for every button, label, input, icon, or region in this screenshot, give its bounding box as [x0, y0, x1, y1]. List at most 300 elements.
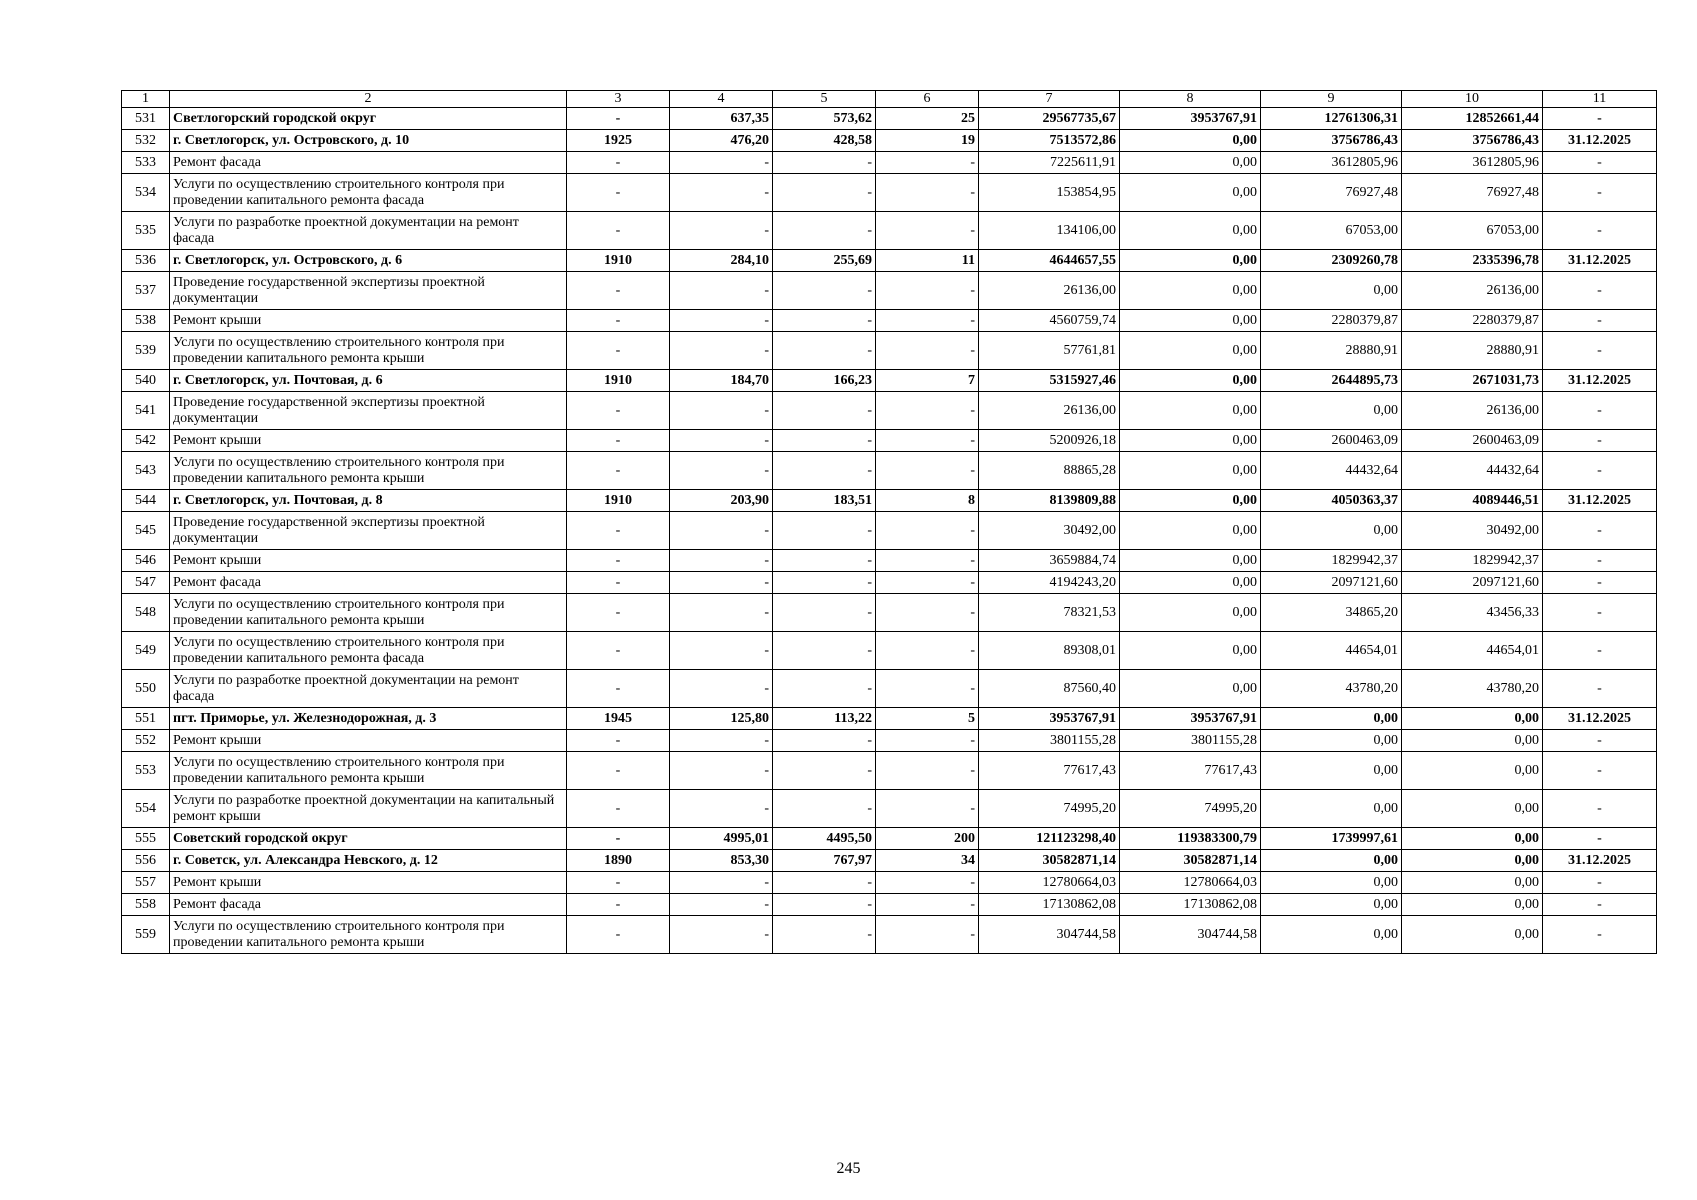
cell-col3: -: [567, 790, 670, 828]
column-header: 4: [670, 91, 773, 108]
cell-col4: -: [670, 752, 773, 790]
cell-col4: -: [670, 550, 773, 572]
cell-col10: 2671031,73: [1402, 370, 1543, 392]
cell-col10: 0,00: [1402, 708, 1543, 730]
cell-col8: 3801155,28: [1120, 730, 1261, 752]
cell-col9: 44432,64: [1261, 452, 1402, 490]
item-name: Ремонт фасада: [170, 894, 567, 916]
cell-col7: 29567735,67: [979, 108, 1120, 130]
item-name: Советский городской округ: [170, 828, 567, 850]
cell-col11: -: [1543, 332, 1657, 370]
cell-col7: 3659884,74: [979, 550, 1120, 572]
cell-col6: 200: [876, 828, 979, 850]
table-row: [122, 828, 1657, 850]
cell-col3: -: [567, 632, 670, 670]
cell-col6: -: [876, 752, 979, 790]
cell-col7: 89308,01: [979, 632, 1120, 670]
cell-col6: -: [876, 332, 979, 370]
cell-col9: 2097121,60: [1261, 572, 1402, 594]
cell-col8: 0,00: [1120, 594, 1261, 632]
row-number: 533: [122, 152, 170, 174]
item-name: Услуги по осуществлению строительного контроля при проведении капитального ремонта крыши: [170, 332, 567, 370]
cell-col5: -: [773, 572, 876, 594]
table-row: [122, 850, 1657, 872]
row-number: 541: [122, 392, 170, 430]
cell-col3: -: [567, 174, 670, 212]
cell-col3: -: [567, 332, 670, 370]
row-number: 542: [122, 430, 170, 452]
item-name: Услуги по осуществлению строительного контроля при проведении капитального ремонта крыши: [170, 752, 567, 790]
cell-col10: 2335396,78: [1402, 250, 1543, 272]
cell-col6: 8: [876, 490, 979, 512]
cell-col8: 17130862,08: [1120, 894, 1261, 916]
item-name: Услуги по осуществлению строительного контроля при проведении капитального ремонта крыши: [170, 594, 567, 632]
cell-col9: 1829942,37: [1261, 550, 1402, 572]
cell-col5: -: [773, 310, 876, 332]
cell-col9: 0,00: [1261, 512, 1402, 550]
cell-col10: 0,00: [1402, 894, 1543, 916]
cell-col11: -: [1543, 310, 1657, 332]
cell-col6: 19: [876, 130, 979, 152]
cell-col9: 44654,01: [1261, 632, 1402, 670]
cell-col8: 0,00: [1120, 174, 1261, 212]
cell-col5: -: [773, 594, 876, 632]
row-number: 556: [122, 850, 170, 872]
row-number: 534: [122, 174, 170, 212]
cell-col7: 3801155,28: [979, 730, 1120, 752]
column-header: 3: [567, 91, 670, 108]
cell-col3: -: [567, 430, 670, 452]
cell-col10: 28880,91: [1402, 332, 1543, 370]
cell-col7: 30582871,14: [979, 850, 1120, 872]
cell-col11: -: [1543, 572, 1657, 594]
cell-col11: 31.12.2025: [1543, 130, 1657, 152]
cell-col4: -: [670, 512, 773, 550]
cell-col6: -: [876, 452, 979, 490]
cell-col9: 3756786,43: [1261, 130, 1402, 152]
cell-col6: -: [876, 550, 979, 572]
item-name: Ремонт крыши: [170, 310, 567, 332]
cell-col4: -: [670, 452, 773, 490]
cell-col9: 0,00: [1261, 894, 1402, 916]
table-body: [122, 91, 1657, 954]
item-name: г. Светлогорск, ул. Островского, д. 6: [170, 250, 567, 272]
cell-col8: 3953767,91: [1120, 708, 1261, 730]
cell-col11: 31.12.2025: [1543, 370, 1657, 392]
cell-col3: -: [567, 872, 670, 894]
table-row: [122, 550, 1657, 572]
item-name: Ремонт крыши: [170, 730, 567, 752]
cell-col9: 2600463,09: [1261, 430, 1402, 452]
cell-col10: 76927,48: [1402, 174, 1543, 212]
cell-col4: 853,30: [670, 850, 773, 872]
cell-col8: 0,00: [1120, 550, 1261, 572]
cell-col10: 44432,64: [1402, 452, 1543, 490]
item-name: г. Светлогорск, ул. Почтовая, д. 8: [170, 490, 567, 512]
cell-col6: -: [876, 430, 979, 452]
cell-col9: 0,00: [1261, 708, 1402, 730]
row-number: 555: [122, 828, 170, 850]
cell-col11: 31.12.2025: [1543, 850, 1657, 872]
cell-col11: -: [1543, 430, 1657, 452]
table-row: [122, 594, 1657, 632]
cell-col6: -: [876, 594, 979, 632]
cell-col7: 78321,53: [979, 594, 1120, 632]
cell-col8: 0,00: [1120, 152, 1261, 174]
cell-col9: 2280379,87: [1261, 310, 1402, 332]
cell-col6: -: [876, 632, 979, 670]
row-number: 545: [122, 512, 170, 550]
cell-col3: -: [567, 894, 670, 916]
item-name: Услуги по разработке проектной документации на капитальный ремонт крыши: [170, 790, 567, 828]
cell-col9: 3612805,96: [1261, 152, 1402, 174]
cell-col7: 88865,28: [979, 452, 1120, 490]
cell-col3: 1910: [567, 370, 670, 392]
item-name: Ремонт крыши: [170, 872, 567, 894]
cell-col10: 1829942,37: [1402, 550, 1543, 572]
cell-col5: 255,69: [773, 250, 876, 272]
table-row: [122, 708, 1657, 730]
cell-col10: 0,00: [1402, 872, 1543, 894]
cell-col8: 0,00: [1120, 430, 1261, 452]
cell-col7: 5315927,46: [979, 370, 1120, 392]
cell-col4: 476,20: [670, 130, 773, 152]
cell-col5: -: [773, 730, 876, 752]
cell-col6: -: [876, 730, 979, 752]
item-name: Ремонт крыши: [170, 550, 567, 572]
table-row: [122, 894, 1657, 916]
cell-col10: 4089446,51: [1402, 490, 1543, 512]
table-row: [122, 174, 1657, 212]
column-header: 7: [979, 91, 1120, 108]
item-name: Услуги по осуществлению строительного контроля при проведении капитального ремонта фасада: [170, 632, 567, 670]
cell-col11: -: [1543, 730, 1657, 752]
cell-col9: 0,00: [1261, 752, 1402, 790]
cell-col3: -: [567, 310, 670, 332]
cell-col8: 0,00: [1120, 512, 1261, 550]
cell-col11: -: [1543, 828, 1657, 850]
cell-col5: 113,22: [773, 708, 876, 730]
column-header: 5: [773, 91, 876, 108]
cell-col7: 4644657,55: [979, 250, 1120, 272]
item-name: Услуги по разработке проектной документации на ремонт фасада: [170, 212, 567, 250]
cell-col7: 5200926,18: [979, 430, 1120, 452]
cell-col8: 0,00: [1120, 310, 1261, 332]
row-number: 553: [122, 752, 170, 790]
cell-col8: 0,00: [1120, 272, 1261, 310]
cell-col7: 87560,40: [979, 670, 1120, 708]
row-number: 544: [122, 490, 170, 512]
cell-col3: 1910: [567, 250, 670, 272]
cell-col5: 767,97: [773, 850, 876, 872]
item-name: Проведение государственной экспертизы проектной документации: [170, 272, 567, 310]
cell-col4: 637,35: [670, 108, 773, 130]
cell-col9: 0,00: [1261, 872, 1402, 894]
cell-col5: -: [773, 790, 876, 828]
cell-col9: 43780,20: [1261, 670, 1402, 708]
cell-col6: 34: [876, 850, 979, 872]
cell-col7: 304744,58: [979, 916, 1120, 954]
cell-col8: 0,00: [1120, 332, 1261, 370]
cell-col6: -: [876, 174, 979, 212]
row-number: 537: [122, 272, 170, 310]
cell-col8: 0,00: [1120, 370, 1261, 392]
cell-col5: -: [773, 916, 876, 954]
cell-col5: -: [773, 670, 876, 708]
cell-col3: 1945: [567, 708, 670, 730]
item-name: Проведение государственной экспертизы проектной документации: [170, 512, 567, 550]
cell-col8: 0,00: [1120, 670, 1261, 708]
cell-col4: -: [670, 332, 773, 370]
table-row: [122, 452, 1657, 490]
table-row: [122, 632, 1657, 670]
cell-col11: -: [1543, 212, 1657, 250]
cell-col5: 166,23: [773, 370, 876, 392]
item-name: Услуги по разработке проектной документации на ремонт фасада: [170, 670, 567, 708]
cell-col11: -: [1543, 550, 1657, 572]
cell-col8: 119383300,79: [1120, 828, 1261, 850]
table-row: [122, 430, 1657, 452]
cell-col6: 7: [876, 370, 979, 392]
cell-col3: -: [567, 670, 670, 708]
cell-col4: -: [670, 310, 773, 332]
row-number: 543: [122, 452, 170, 490]
cell-col10: 3756786,43: [1402, 130, 1543, 152]
cell-col10: 2600463,09: [1402, 430, 1543, 452]
cell-col9: 28880,91: [1261, 332, 1402, 370]
cell-col5: -: [773, 392, 876, 430]
cell-col8: 304744,58: [1120, 916, 1261, 954]
cell-col4: 203,90: [670, 490, 773, 512]
cell-col9: 76927,48: [1261, 174, 1402, 212]
row-number: 558: [122, 894, 170, 916]
cell-col5: -: [773, 152, 876, 174]
cell-col10: 44654,01: [1402, 632, 1543, 670]
cell-col5: -: [773, 212, 876, 250]
cell-col4: -: [670, 894, 773, 916]
row-number: 554: [122, 790, 170, 828]
row-number: 551: [122, 708, 170, 730]
cell-col10: 0,00: [1402, 850, 1543, 872]
cell-col4: -: [670, 670, 773, 708]
page-number: 245: [836, 1160, 861, 1177]
cell-col4: 4995,01: [670, 828, 773, 850]
column-header: 6: [876, 91, 979, 108]
cell-col4: -: [670, 790, 773, 828]
cell-col11: 31.12.2025: [1543, 250, 1657, 272]
cell-col9: 0,00: [1261, 790, 1402, 828]
cell-col8: 30582871,14: [1120, 850, 1261, 872]
cell-col6: -: [876, 916, 979, 954]
cell-col8: 0,00: [1120, 490, 1261, 512]
cell-col10: 2280379,87: [1402, 310, 1543, 332]
cell-col8: 77617,43: [1120, 752, 1261, 790]
cell-col8: 0,00: [1120, 250, 1261, 272]
cell-col3: -: [567, 550, 670, 572]
cell-col6: -: [876, 572, 979, 594]
item-name: Услуги по осуществлению строительного контроля при проведении капитального ремонта крыши: [170, 452, 567, 490]
table-row: [122, 490, 1657, 512]
cell-col11: -: [1543, 872, 1657, 894]
cell-col10: 0,00: [1402, 730, 1543, 752]
cell-col11: -: [1543, 174, 1657, 212]
cell-col3: -: [567, 828, 670, 850]
cell-col4: 284,10: [670, 250, 773, 272]
cell-col3: -: [567, 916, 670, 954]
row-number: 557: [122, 872, 170, 894]
table-row: [122, 370, 1657, 392]
cell-col3: -: [567, 752, 670, 790]
row-number: 559: [122, 916, 170, 954]
cell-col10: 12852661,44: [1402, 108, 1543, 130]
cell-col7: 4560759,74: [979, 310, 1120, 332]
cell-col5: -: [773, 430, 876, 452]
cell-col4: -: [670, 272, 773, 310]
cell-col7: 153854,95: [979, 174, 1120, 212]
cell-col8: 0,00: [1120, 130, 1261, 152]
cell-col6: -: [876, 212, 979, 250]
cell-col10: 43456,33: [1402, 594, 1543, 632]
row-number: 540: [122, 370, 170, 392]
cell-col5: 183,51: [773, 490, 876, 512]
cell-col11: -: [1543, 452, 1657, 490]
cell-col10: 26136,00: [1402, 272, 1543, 310]
cell-col11: -: [1543, 512, 1657, 550]
cell-col11: -: [1543, 152, 1657, 174]
cell-col7: 57761,81: [979, 332, 1120, 370]
cell-col10: 0,00: [1402, 752, 1543, 790]
cell-col10: 0,00: [1402, 828, 1543, 850]
table-row: [122, 272, 1657, 310]
cell-col3: -: [567, 572, 670, 594]
cell-col8: 0,00: [1120, 632, 1261, 670]
cell-col7: 26136,00: [979, 272, 1120, 310]
cell-col7: 134106,00: [979, 212, 1120, 250]
cell-col7: 30492,00: [979, 512, 1120, 550]
cell-col11: -: [1543, 392, 1657, 430]
cell-col11: -: [1543, 272, 1657, 310]
cell-col3: -: [567, 108, 670, 130]
cell-col11: -: [1543, 632, 1657, 670]
item-name: г. Советск, ул. Александра Невского, д. 12: [170, 850, 567, 872]
row-number: 536: [122, 250, 170, 272]
cell-col6: -: [876, 310, 979, 332]
cell-col6: -: [876, 670, 979, 708]
item-name: г. Светлогорск, ул. Почтовая, д. 6: [170, 370, 567, 392]
cell-col8: 0,00: [1120, 572, 1261, 594]
cell-col5: -: [773, 632, 876, 670]
row-number: 532: [122, 130, 170, 152]
cell-col6: -: [876, 152, 979, 174]
cell-col11: 31.12.2025: [1543, 708, 1657, 730]
cell-col4: 125,80: [670, 708, 773, 730]
item-name: Услуги по осуществлению строительного контроля при проведении капитального ремонта фасада: [170, 174, 567, 212]
item-name: Услуги по осуществлению строительного контроля при проведении капитального ремонта крыши: [170, 916, 567, 954]
column-header: 9: [1261, 91, 1402, 108]
cell-col8: 74995,20: [1120, 790, 1261, 828]
cell-col5: -: [773, 872, 876, 894]
table-row: [122, 872, 1657, 894]
cell-col9: 2309260,78: [1261, 250, 1402, 272]
cell-col6: 5: [876, 708, 979, 730]
cell-col10: 0,00: [1402, 790, 1543, 828]
cell-col3: 1890: [567, 850, 670, 872]
column-header: 8: [1120, 91, 1261, 108]
cell-col7: 7225611,91: [979, 152, 1120, 174]
cell-col7: 121123298,40: [979, 828, 1120, 850]
cell-col10: 43780,20: [1402, 670, 1543, 708]
cell-col6: -: [876, 894, 979, 916]
cell-col4: -: [670, 572, 773, 594]
cell-col9: 0,00: [1261, 916, 1402, 954]
cell-col4: -: [670, 594, 773, 632]
cell-col5: -: [773, 894, 876, 916]
table-row: [122, 572, 1657, 594]
table-row: [122, 916, 1657, 954]
cell-col9: 1739997,61: [1261, 828, 1402, 850]
row-number: 538: [122, 310, 170, 332]
cell-col8: 0,00: [1120, 392, 1261, 430]
cell-col4: -: [670, 152, 773, 174]
cell-col5: 428,58: [773, 130, 876, 152]
cell-col4: -: [670, 632, 773, 670]
cell-col9: 0,00: [1261, 272, 1402, 310]
cell-col9: 34865,20: [1261, 594, 1402, 632]
cell-col7: 77617,43: [979, 752, 1120, 790]
data-table: [121, 90, 1657, 954]
cell-col7: 12780664,03: [979, 872, 1120, 894]
cell-col8: 12780664,03: [1120, 872, 1261, 894]
cell-col9: 0,00: [1261, 392, 1402, 430]
table-row: [122, 250, 1657, 272]
item-name: Ремонт фасада: [170, 572, 567, 594]
table-row: [122, 212, 1657, 250]
row-number: 550: [122, 670, 170, 708]
cell-col8: 0,00: [1120, 212, 1261, 250]
cell-col9: 67053,00: [1261, 212, 1402, 250]
table-row: [122, 108, 1657, 130]
cell-col5: -: [773, 332, 876, 370]
cell-col7: 8139809,88: [979, 490, 1120, 512]
cell-col6: -: [876, 272, 979, 310]
cell-col3: -: [567, 152, 670, 174]
row-number: 546: [122, 550, 170, 572]
table-row: [122, 790, 1657, 828]
cell-col7: 17130862,08: [979, 894, 1120, 916]
column-header: 10: [1402, 91, 1543, 108]
cell-col9: 4050363,37: [1261, 490, 1402, 512]
table-row: [122, 670, 1657, 708]
cell-col3: -: [567, 392, 670, 430]
cell-col5: -: [773, 174, 876, 212]
item-name: Ремонт крыши: [170, 430, 567, 452]
cell-col7: 74995,20: [979, 790, 1120, 828]
cell-col11: -: [1543, 108, 1657, 130]
cell-col4: -: [670, 730, 773, 752]
row-number: 547: [122, 572, 170, 594]
cell-col3: -: [567, 594, 670, 632]
cell-col11: -: [1543, 752, 1657, 790]
cell-col5: 573,62: [773, 108, 876, 130]
cell-col3: -: [567, 272, 670, 310]
table-row: [122, 152, 1657, 174]
cell-col8: 3953767,91: [1120, 108, 1261, 130]
cell-col5: -: [773, 550, 876, 572]
cell-col7: 7513572,86: [979, 130, 1120, 152]
cell-col10: 2097121,60: [1402, 572, 1543, 594]
cell-col6: 11: [876, 250, 979, 272]
cell-col7: 26136,00: [979, 392, 1120, 430]
